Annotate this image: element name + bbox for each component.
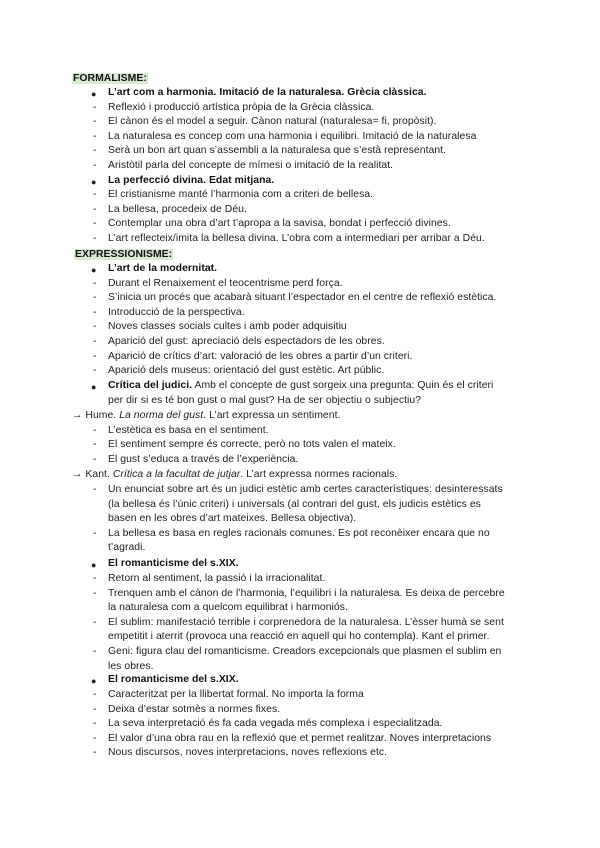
dash-marker: -: [93, 365, 97, 377]
list-item: Reflexió i producció artística pròpia de la Grècia clàssica.: [108, 101, 375, 113]
list-item: (la bellesa és l’únic criteri) i universals (al contrari del gust, els judicis estètics es: [108, 498, 481, 510]
critica-line-2: per dir si es té bon gust o mal gust? Ha de ser objectiu o subjectiu?: [108, 395, 422, 406]
dash-marker: -: [93, 689, 97, 700]
list-item: El valor d’una obra rau en la reflexió que et permet realitzar. Noves interpretacions: [108, 732, 492, 744]
list-item: Aparició de crítics d’art: valoració de les obres a partir d’un criteri.: [108, 350, 413, 362]
dash-marker: -: [93, 718, 97, 730]
list-item: Geni: figura clau del romanticisme. Creadors excepcionals que plasmen el sublim en: [108, 646, 502, 657]
dash-marker: -: [93, 439, 97, 451]
dash-marker: -: [93, 587, 97, 599]
list-item: El gust s’educa a través de l’experiència.: [108, 453, 299, 465]
dash-marker: -: [93, 527, 97, 539]
dash-marker: -: [93, 573, 97, 584]
dash-marker: -: [93, 160, 97, 171]
dash-marker: -: [93, 292, 97, 304]
dash-marker: -: [93, 350, 97, 362]
list-item: Deixa d’estar sotmès a normes fixes.: [108, 703, 281, 715]
dash-marker: -: [93, 218, 97, 230]
list-item: Contemplar una obra d’art t’apropa a la savisa, bondat i perfecció divines.: [108, 218, 451, 230]
dash-marker: -: [93, 130, 97, 142]
dash-marker: -: [93, 233, 97, 244]
dash-marker: -: [93, 484, 97, 495]
arrow-icon: →: [72, 410, 83, 421]
list-item: El sublim: manifestació terrible i corprenedora de la naturalesa. L’èsser humà se sent: [108, 616, 504, 628]
dash-marker: -: [93, 145, 97, 157]
critica-line-1: Crítica del judici. Amb el concepte de gust sorgeix una pregunta: Quin és el criteri: [108, 380, 494, 391]
dash-marker: -: [93, 424, 97, 436]
dash-marker: -: [93, 336, 97, 347]
bullet-marker: ●: [91, 676, 97, 686]
bullet-marker: ●: [91, 176, 97, 187]
dash-marker: -: [93, 646, 97, 657]
list-item: La bellesa es basa en regles racionals comunes. Es pot reconèixer encara que no: [108, 527, 490, 539]
list-item: Trenquen amb el cànon de l’harmonia, l’equilibri i la naturalesa. Es deixa de percebre: [108, 587, 505, 599]
bullet-marker: ●: [91, 382, 97, 392]
list-heading: L’art com a harmonia. Imitació de la naturalesa. Grècia clàssica.: [108, 87, 427, 98]
dash-marker: -: [93, 616, 97, 628]
list-item: Caracteritzat per la llibertat formal. No importa la forma: [108, 689, 364, 700]
list-item: La naturalesa es concep com una harmonia i equilibri. Imitació de la naturalesa: [108, 130, 477, 142]
dash-marker: -: [93, 101, 97, 113]
romanticisme-heading-2: El romanticisme del s.XIX.: [108, 674, 239, 685]
romanticisme-heading-1: El romanticisme del s.XIX.: [108, 558, 239, 569]
list-item: Nous discursos, noves interpretacions, noves reflexions etc.: [108, 747, 388, 759]
list-item: Un enunciat sobre art és un judici estètic amb certes característiques: desinteressats: [108, 484, 503, 495]
list-heading: La perfecció divina. Edat mitjana.: [108, 174, 275, 186]
bullet-marker: ●: [91, 89, 97, 99]
list-item: empetitit i aterrit (provoca una reacció en aquell qui ho contempla). Kant el primer.: [108, 631, 490, 643]
list-item: Retorn al sentiment, la passió i la irracionalitat.: [108, 573, 326, 584]
list-item: El sentiment sempre és correcte, però no tots valen el mateix.: [108, 439, 396, 451]
list-item: El cristianisme manté l’harmonia com a criteri de bellesa.: [108, 189, 374, 201]
list-item: Durant el Renaixement el teocentrisme perd força.: [108, 277, 343, 289]
arrow-icon: →: [72, 469, 83, 480]
list-item: L’estètica es basa en el sentiment.: [108, 424, 269, 436]
list-item: La bellesa, procedeix de Déu.: [108, 203, 247, 215]
bullet-marker: ●: [91, 265, 97, 275]
list-item: t’agradi.: [108, 542, 146, 554]
dash-marker: -: [93, 732, 97, 744]
dash-marker: -: [93, 321, 97, 333]
list-item: Aristòtil parla del concepte de mímesi o imitació de la realitat.: [108, 160, 394, 171]
kant-line: → Kant. Crítica a la facultat de jutjar. L’art expressa normes racionals.: [72, 469, 398, 480]
list-item: La seva interpretació és fa cada vegada més complexa i especialitzada.: [108, 718, 443, 730]
section-heading-expressionisme: EXPRESSIONISME:: [75, 249, 173, 260]
list-item: la naturalesa com a quelcom equilibrat i harmoniós.: [108, 602, 348, 614]
list-item: El cànon és el model a seguir. Cànon natural (naturalesa= fi, propòsit).: [108, 116, 437, 128]
dash-marker: -: [93, 453, 97, 465]
list-item: Serà un bon art quan s’assembli a la naturalesa que s’està representant.: [108, 145, 447, 157]
dash-marker: -: [93, 747, 97, 759]
hume-line: → Hume. La norma del gust. L’art expressa un sentiment.: [72, 410, 341, 421]
list-item: L’art reflecteix/imita la bellesa divina. L’obra com a intermediari per arribar a Déu.: [108, 233, 485, 244]
list-item: Noves classes socials cultes i amb poder adquisitiu: [108, 321, 347, 333]
list-item: Aparició del gust: apreciació dels espectadors de les obres.: [108, 336, 385, 347]
list-item: Introducció de la perspectiva.: [108, 306, 245, 318]
dash-marker: -: [93, 116, 97, 128]
dash-marker: -: [93, 203, 97, 215]
dash-marker: -: [93, 189, 97, 201]
dash-marker: -: [93, 703, 97, 715]
dash-marker: -: [93, 277, 97, 289]
list-item: S’inicia un procés que acabarà situant l’espectador en el centre de reflexió estètica.: [108, 292, 497, 304]
section-heading-formalisme: FORMALISME:: [73, 73, 147, 84]
list-item: Aparició dels museus: orientació del gust estètic. Art públic.: [108, 365, 385, 377]
bullet-marker: ●: [91, 560, 97, 570]
list-heading: L’art de la modernitat.: [108, 263, 218, 274]
list-item: basen en les obres d’art mateixes. Bellesa objectiva).: [108, 513, 357, 525]
dash-marker: -: [93, 306, 97, 318]
list-item: les obres.: [108, 660, 154, 672]
